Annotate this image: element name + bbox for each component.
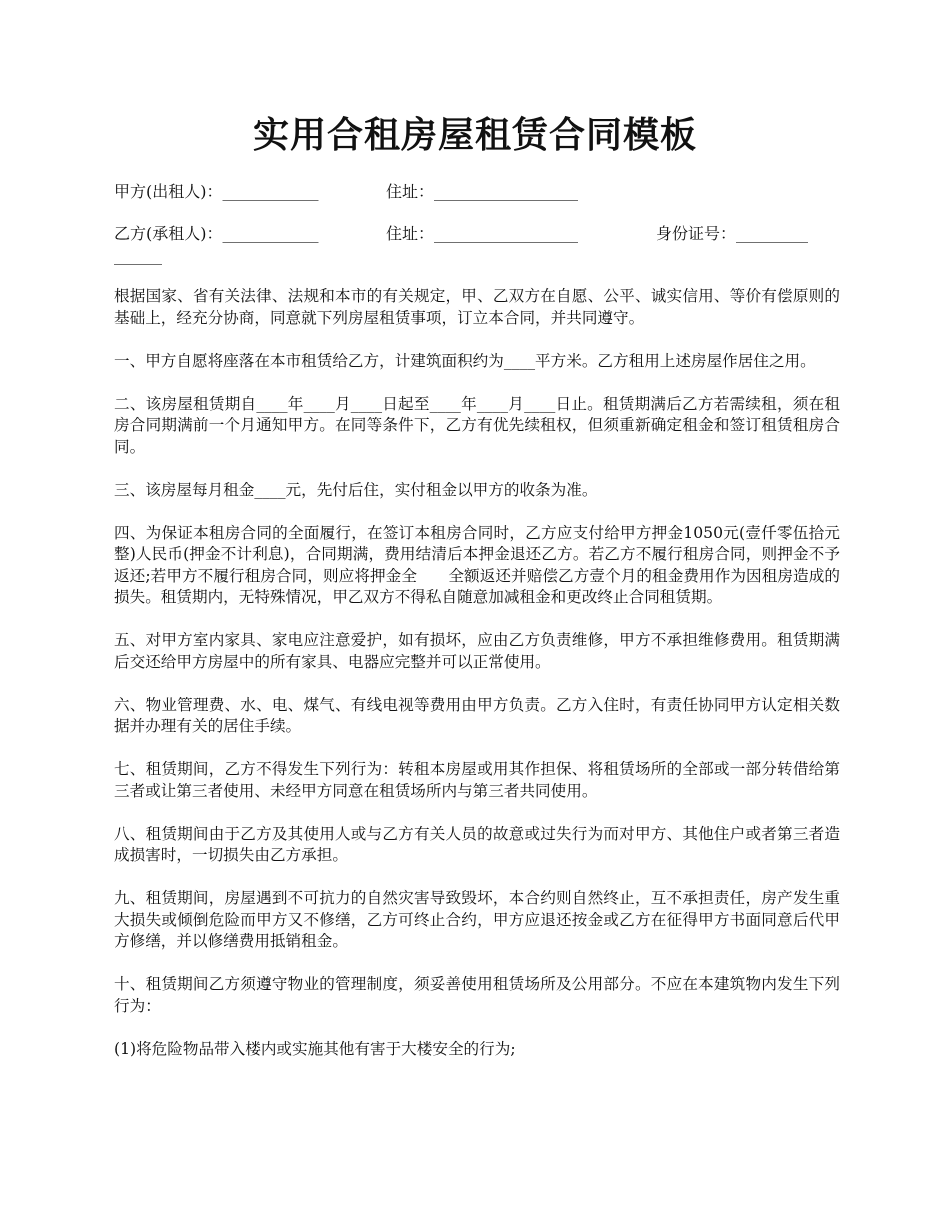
paragraph-clause-5: 五、对甲方室内家具、家电应注意爱护，如有损坏，应由乙方负责维修，甲方不承担维修费用。租赁期满后交还给甲方房屋中的所有家具、电器应完整并可以正常使用。 xyxy=(114,631,840,671)
party-a-address: 住址：__________________ xyxy=(386,182,579,201)
contract-body xyxy=(114,286,840,1082)
paragraph-clause-9: 九、租赁期间，房屋遇到不可抗力的自然灾害导致毁坏，本合约则自然终止，互不承担责任，房产发生重大损失或倾倒危险而甲方又不修缮，乙方可终止合约，甲方应退还按金或乙方在征得甲方书面同意后代甲方修缮，并以修缮费用抵销租金。 xyxy=(114,889,840,950)
paragraph-clause-3: 三、该房屋每月租金____元，先付后住，实付租金以甲方的收条为准。 xyxy=(114,480,598,499)
party-b-id-number: 身份证号：_________ xyxy=(656,224,809,243)
paragraph-clause-6: 六、物业管理费、水、电、煤气、有线电视等费用由甲方负责。乙方入住时，有责任协同甲方认定相关数据并办理有关的居住手续。 xyxy=(114,695,840,735)
paragraph-clause-8: 八、租赁期间由于乙方及其使用人或与乙方有关人员的故意或过失行为而对甲方、其他住户或者第三者造成损害时，一切损失由乙方承担。 xyxy=(114,824,840,864)
party-a-label: 甲方(出租人)：____________ xyxy=(114,182,319,201)
paragraph-clause-7: 七、租赁期间，乙方不得发生下列行为：转租本房屋或用其作担保、将租赁场所的全部或一部分转借给第三者或让第三者使用、未经甲方同意在租赁场所内与第三者共同使用。 xyxy=(114,760,840,800)
paragraph-clause-10: 十、租赁期间乙方须遵守物业的管理制度，须妥善使用租赁场所及公用部分。不应在本建筑物内发生下列行为： xyxy=(114,975,840,1015)
paragraph-clause-2: 二、该房屋租赁期自____年____月____日起至____年____月____日止。租赁期满后乙方若需续租，须在租房合同期满前一个月通知甲方。在同等条件下，乙方有优先续租权，但须重新确定租金和签订租赁租房合同。 xyxy=(114,394,840,456)
paragraph-clause-1: 一、甲方自愿将座落在本市租赁给乙方，计建筑面积约为____平方米。乙方租用上述房屋作居住之用。 xyxy=(114,351,816,370)
party-b-address: 住址：__________________ xyxy=(386,224,579,243)
document-title: 实用合租房屋租赁合同模板 xyxy=(252,115,697,156)
party-b-id-number-continued: ______ xyxy=(114,246,162,265)
paragraph-clause-4: 四、为保证本租房合同的全面履行，在签订本租房合同时，乙方应支付给甲方押金1050元(壹仟零伍拾元整)人民币(押金不计利息)，合同期满，费用结清后本押金退还乙方。若乙方不履行租房合同，则押金不予返还;若甲方不履行租房合同，则应将押金全 全额返还并赔偿乙方壹个月的租金费用作为因租房造成的损失。租赁期内，无特殊情况，甲乙双方不得私自随意加减租金和更改终止合同租赁期。 xyxy=(114,523,840,606)
paragraph-preamble: 根据国家、省有关法律、法规和本市的有关规定，甲、乙双方在自愿、公平、诚实信用、等价有偿原则的基础上，经充分协商，同意就下列房屋租赁事项，订立本合同，并共同遵守。 xyxy=(114,287,840,327)
party-b-label: 乙方(承租人)：____________ xyxy=(114,224,319,243)
paragraph-clause-10-item-1: (1)将危险物品带入楼内或实施其他有害于大楼安全的行为; xyxy=(114,1039,516,1058)
